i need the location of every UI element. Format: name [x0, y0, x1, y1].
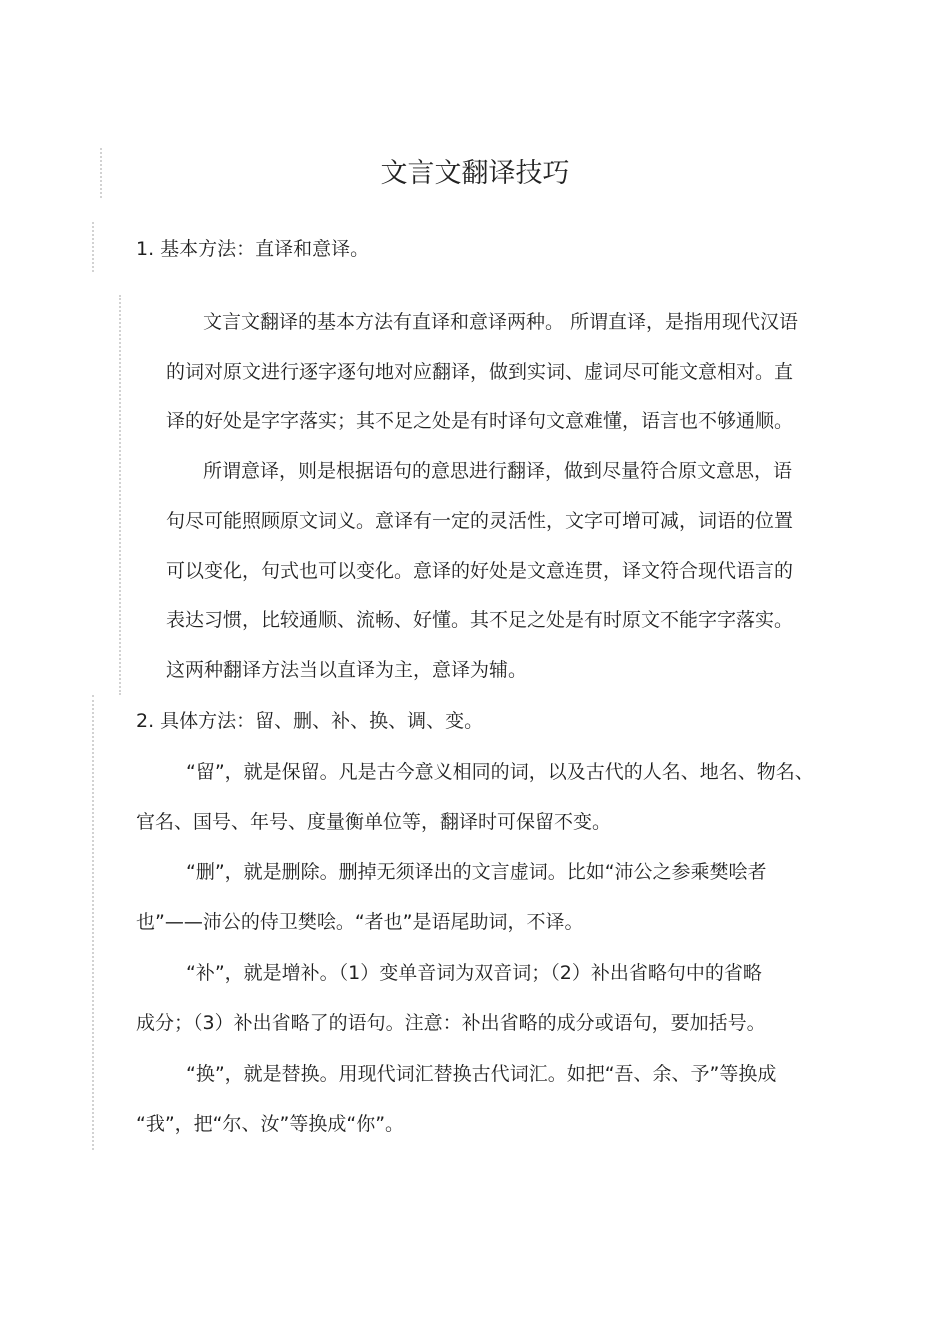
section-1-line: 的词对原文进行逐字逐句地对应翻译，做到实词、虚词尽可能文意相对。直 — [166, 361, 794, 383]
section-1-line: 句尽可能照顾原文词义。意译有一定的灵活性，文字可增可减，词语的位置 — [166, 510, 794, 532]
margin-dotted-rule-section-1 — [119, 295, 121, 695]
section-2-line: “换”，就是替换。用现代词汇替换古代词汇。如把“吾、余、予”等换成 — [186, 1063, 777, 1085]
section-1-line: 表达习惯，比较通顺、流畅、好懂。其不足之处是有时原文不能字字落实。 — [166, 609, 794, 631]
section-1-line: 译的好处是字字落实；其不足之处是有时译句文意难懂，语言也不够通顺。 — [166, 410, 794, 432]
section-1-line: 文言文翻译的基本方法有直译和意译两种。 所谓直译，是指用现代汉语 — [203, 311, 799, 333]
section-2-line: “删”，就是删除。删掉无须译出的文言虚词。比如“沛公之参乘樊哙者 — [186, 861, 767, 883]
section-2-heading: 2. 具体方法：留、删、补、换、调、变。 — [136, 710, 484, 732]
section-1-heading: 1. 基本方法：直译和意译。 — [136, 238, 370, 260]
section-2-line: “留”，就是保留。凡是古今意义相同的词，以及古代的人名、地名、物名、 — [186, 761, 814, 783]
section-2-line: “补”，就是增补。（1）变单音词为双音词；（2）补出省略句中的省略 — [186, 962, 762, 984]
margin-dotted-rule-section-2 — [92, 695, 94, 1150]
section-2-line: 成分；（3）补出省略了的语句。注意：补出省略的成分或语句，要加括号。 — [136, 1012, 766, 1034]
document-title: 文言文翻译技巧 — [380, 158, 570, 189]
section-1-line: 所谓意译，则是根据语句的意思进行翻译，做到尽量符合原文意思，语 — [203, 460, 793, 482]
margin-dotted-rule-heading-1 — [92, 222, 94, 272]
section-1-line: 可以变化，句式也可以变化。意译的好处是文意连贯，译文符合现代语言的 — [166, 560, 794, 582]
section-2-line: 也”——沛公的侍卫樊哙。“者也”是语尾助词，不译。 — [136, 911, 584, 933]
section-1-line: 这两种翻译方法当以直译为主，意译为辅。 — [166, 659, 528, 681]
section-2-line: 官名、国号、年号、度量衡单位等，翻译时可保留不变。 — [136, 811, 612, 833]
section-2-line: “我”，把“尔、汝”等换成“你”。 — [136, 1113, 405, 1135]
